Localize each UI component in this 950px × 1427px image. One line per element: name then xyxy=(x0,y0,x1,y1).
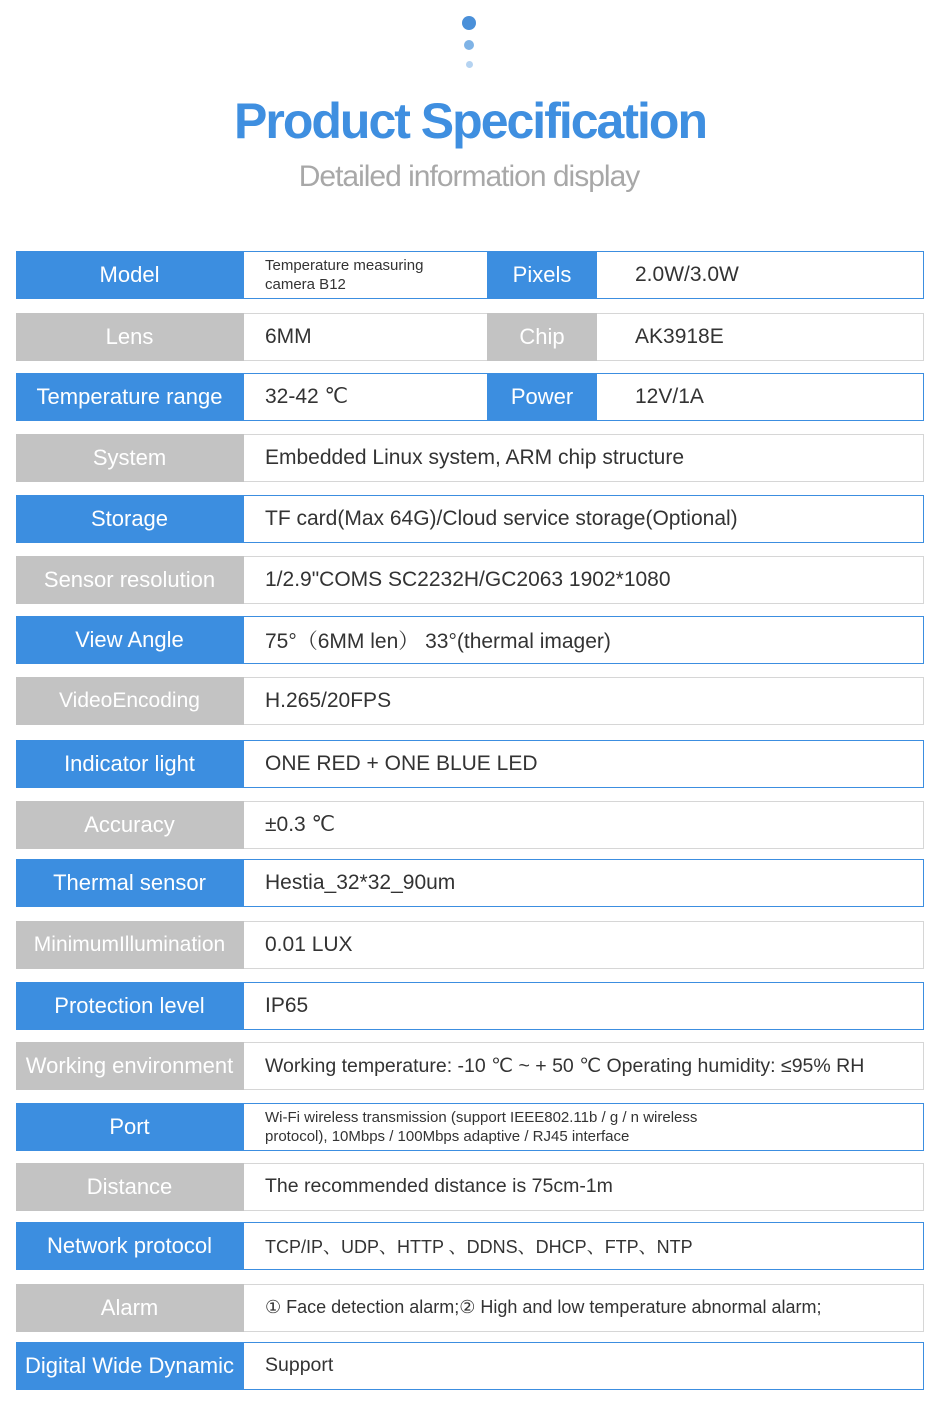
spec-value-storage: TF card(Max 64G)/Cloud service storage(Optional) xyxy=(265,506,738,530)
spec-label-video-encoding xyxy=(16,677,244,725)
spec-label-sensor-resolution: Sensor resolution xyxy=(16,556,244,604)
page-subtitle: Detailed information display xyxy=(298,160,640,193)
spec-row-video-encoding xyxy=(16,677,924,725)
decorative-dots xyxy=(0,16,950,72)
spec-value-video-encoding: H.265/20FPS xyxy=(265,688,392,712)
spec-label-video-encoding-line1: Video xyxy=(59,688,113,712)
spec-value-minimum-illumination: 0.01 LUX xyxy=(265,932,353,956)
spec-label-accuracy: Accuracy xyxy=(16,801,244,849)
page-title: Product Specification xyxy=(234,93,706,149)
spec-value-port: Wi-Fi wireless transmission (support IEEE802.11b / g / n wireless protocol), 10Mbps / 100Mbps adaptive / RJ45 interface xyxy=(265,1108,698,1145)
spec-value-model: Temperature measuring camera B12 xyxy=(265,256,424,293)
spec-row-lens xyxy=(16,313,924,361)
spec-value-temperature-range: 32-42 ℃ xyxy=(265,385,349,408)
spec-label-distance: Distance xyxy=(16,1163,244,1211)
spec-row-indicator-light xyxy=(16,740,924,788)
spec-value-system: Embedded Linux system, ARM chip structure xyxy=(265,445,685,469)
spec-label-model: Model xyxy=(16,251,244,299)
spec-value-chip: AK3918E xyxy=(635,324,724,348)
spec-row-system xyxy=(16,434,924,482)
spec-row-model xyxy=(16,251,924,299)
spec-label-pixels: Pixels xyxy=(487,251,597,299)
spec-label-system: System xyxy=(16,434,244,482)
spec-label-minimum-illumination xyxy=(16,921,244,969)
spec-row-working-environment xyxy=(16,1042,924,1090)
spec-value-sensor-resolution: 1/2.9"COMS SC2232H/GC2063 1902*1080 xyxy=(265,567,671,591)
spec-value-accuracy: ±0.3 ℃ xyxy=(265,813,336,836)
spec-label-lens: Lens xyxy=(16,313,244,361)
spec-value-working-environment: Working temperature: -10 ℃ ~ + 50 ℃ Operating humidity: ≤95% RH xyxy=(265,1054,865,1077)
spec-label-protection-level: Protection level xyxy=(16,982,244,1030)
spec-value-power: 12V/1A xyxy=(635,384,704,408)
spec-value-alarm: ① Face detection alarm;② High and low temperature abnormal alarm; xyxy=(265,1297,822,1317)
spec-row-alarm xyxy=(16,1284,924,1332)
spec-row-sensor-resolution xyxy=(16,556,924,604)
spec-label-working-environment: Working environment xyxy=(16,1042,244,1090)
spec-row-distance xyxy=(16,1163,924,1211)
dot-large-icon xyxy=(462,16,476,30)
spec-value-network-protocol: TCP/IP、UDP、HTTP 、DDNS、DHCP、FTP、NTP xyxy=(265,1236,693,1257)
spec-label-alarm: Alarm xyxy=(16,1284,244,1332)
spec-label-minimum-illumination-line1: Minimum xyxy=(33,932,119,956)
spec-label-indicator-light: Indicator light xyxy=(16,740,244,788)
spec-label-chip: Chip xyxy=(487,313,597,361)
spec-row-port xyxy=(16,1103,924,1151)
spec-label-video-encoding-line2: Encoding xyxy=(112,688,200,712)
spec-label-thermal-sensor: Thermal sensor xyxy=(16,859,244,907)
spec-row-network-protocol xyxy=(16,1222,924,1270)
spec-label-view-angle: View Angle xyxy=(16,616,244,664)
spec-row-view-angle xyxy=(16,616,924,664)
spec-value-lens: 6MM xyxy=(265,324,312,348)
spec-value-view-angle: 75°（6MM len） 33°(thermal imager) xyxy=(265,629,611,653)
spec-value-digital-wide-dynamic: Support xyxy=(265,1354,334,1376)
spec-label-power: Power xyxy=(487,373,597,421)
spec-value-indicator-light: ONE RED + ONE BLUE LED xyxy=(265,751,538,775)
spec-label-digital-wide-dynamic: Digital Wide Dynamic xyxy=(16,1342,244,1390)
spec-label-storage: Storage xyxy=(16,495,244,543)
spec-label-network-protocol: Network protocol xyxy=(16,1222,244,1270)
spec-row-digital-wide-dynamic xyxy=(16,1342,924,1390)
spec-value-thermal-sensor: Hestia_32*32_90um xyxy=(265,870,456,894)
spec-value-pixels: 2.0W/3.0W xyxy=(635,262,739,286)
spec-row-temperature-range xyxy=(16,373,924,421)
spec-label-port: Port xyxy=(16,1103,244,1151)
dot-medium-icon xyxy=(464,40,474,50)
spec-row-storage xyxy=(16,495,924,543)
spec-row-accuracy xyxy=(16,801,924,849)
spec-row-minimum-illumination xyxy=(16,921,924,969)
spec-label-minimum-illumination-line2: Illumination xyxy=(118,932,226,956)
spec-label-temperature-range: Temperature range xyxy=(16,373,244,421)
spec-row-thermal-sensor xyxy=(16,859,924,907)
spec-value-protection-level: IP65 xyxy=(265,993,309,1017)
dot-small-icon xyxy=(466,61,473,68)
spec-value-distance: The recommended distance is 75cm-1m xyxy=(265,1175,613,1197)
spec-row-protection-level xyxy=(16,982,924,1030)
